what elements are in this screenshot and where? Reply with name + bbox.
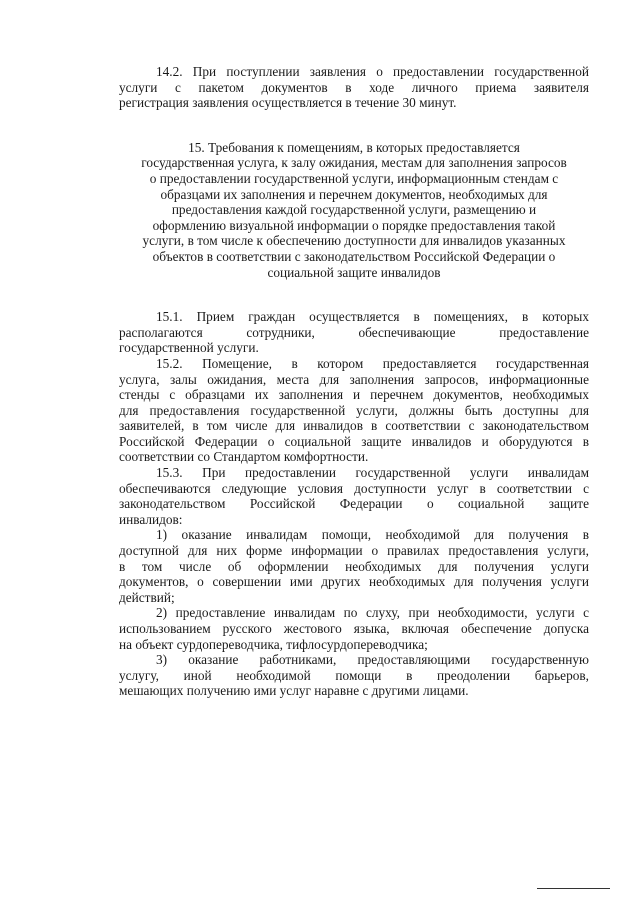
text-line: регистрация заявления осуществляется в течение 30 минут. [119,95,457,111]
text-line: 15.1. Прием граждан осуществляется в помещениях, в которых [156,309,589,325]
text-line: 3) оказание работниками, предоставляющими государственную [156,652,589,668]
text-line: Российской Федерации о социальной защите инвалидов и оборудуются в [119,433,589,449]
heading-line: государственная услуга, к залу ожидания, местам для заполнения запросов [141,155,567,171]
text-line: использованием русского жестового языка, включая обеспечение допуска [119,621,589,636]
text-line: заявителей, в том числе для инвалидов в соответствии с законодательством [119,418,589,434]
text-line: мешающих получению ими услуг наравне с другими лицами. [119,683,469,699]
text-line: законодательством Российской Федерации о социальной защите [119,496,589,512]
text-line: 2) предоставление инвалидам по слуху, при необходимости, услуги с [156,605,589,621]
section-15-heading [119,140,589,280]
paragraph-14-2 [119,64,589,111]
list-item-2 [119,605,589,652]
footer-rule [537,888,610,889]
text-line: соответствии со Стандартом комфортности. [119,449,369,465]
heading-line: оформлению визуальной информации о порядке предоставления такой [152,217,556,233]
text-line: в том числе об оформлении необходимых для получения услуги [119,558,589,574]
heading-line: образцами их заполнения и перечнем документов, необходимых для [160,186,548,202]
text-line: инвалидов: [119,511,183,527]
heading-line: предоставления каждой государственной услуги, размещению и [171,202,537,218]
heading-line: 15. Требования к помещениям, в которых предоставляется [188,139,520,155]
document-page [119,64,589,699]
text-line: государственной услуги. [119,340,259,356]
heading-line: социальной защите инвалидов [267,264,441,280]
text-line: услуга, залы ожидания, места для заполнения запросов, информационные [119,371,589,387]
text-line: действий; [119,589,175,605]
paragraph-15-1 [119,309,589,356]
text-line: 15.2. Помещение, в котором предоставляется государственная [156,355,589,371]
paragraph-15-3 [119,465,589,527]
list-item-1 [119,527,589,605]
text-line: обеспечиваются следующие условия доступности услуг в соответствии с [119,480,589,496]
paragraph-15-2 [119,356,589,465]
text-line: услугу, иной необходимой помощи в преодолении барьеров, [119,667,589,683]
text-line: документов, о совершении ими других необходимых для получения услуги [119,574,589,590]
heading-line: услуги, в том числе к обеспечению доступности для инвалидов указанных [142,233,566,249]
heading-line: о предоставлении государственной услуги, информационным стендам с [149,170,559,186]
heading-line: объектов в соответствии с законодательством Российской Федерации о [152,248,556,264]
list-item-3 [119,652,589,699]
text-line: 1) оказание инвалидам помощи, необходимой для получения в [156,527,589,543]
text-line: стенды с образцами их заполнения и перечнем документов, необходимых [119,387,589,403]
text-line: доступной для них форме информации о правилах предоставления услуги, [119,543,589,559]
text-line: располагаются сотрудники, обеспечивающие предоставление [119,324,589,340]
text-line: 14.2. При поступлении заявления о предоставлении государственной [156,64,589,79]
text-line: 15.3. При предоставлении государственной услуги инвалидам [156,465,589,481]
text-line: услуги с пакетом документов в ходе личного приема заявителя [119,79,589,95]
text-line: для предоставления государственной услуги, должны быть доступны для [119,402,589,418]
text-line: на объект сурдопереводчика, тифлосурдопереводчика; [119,636,428,652]
